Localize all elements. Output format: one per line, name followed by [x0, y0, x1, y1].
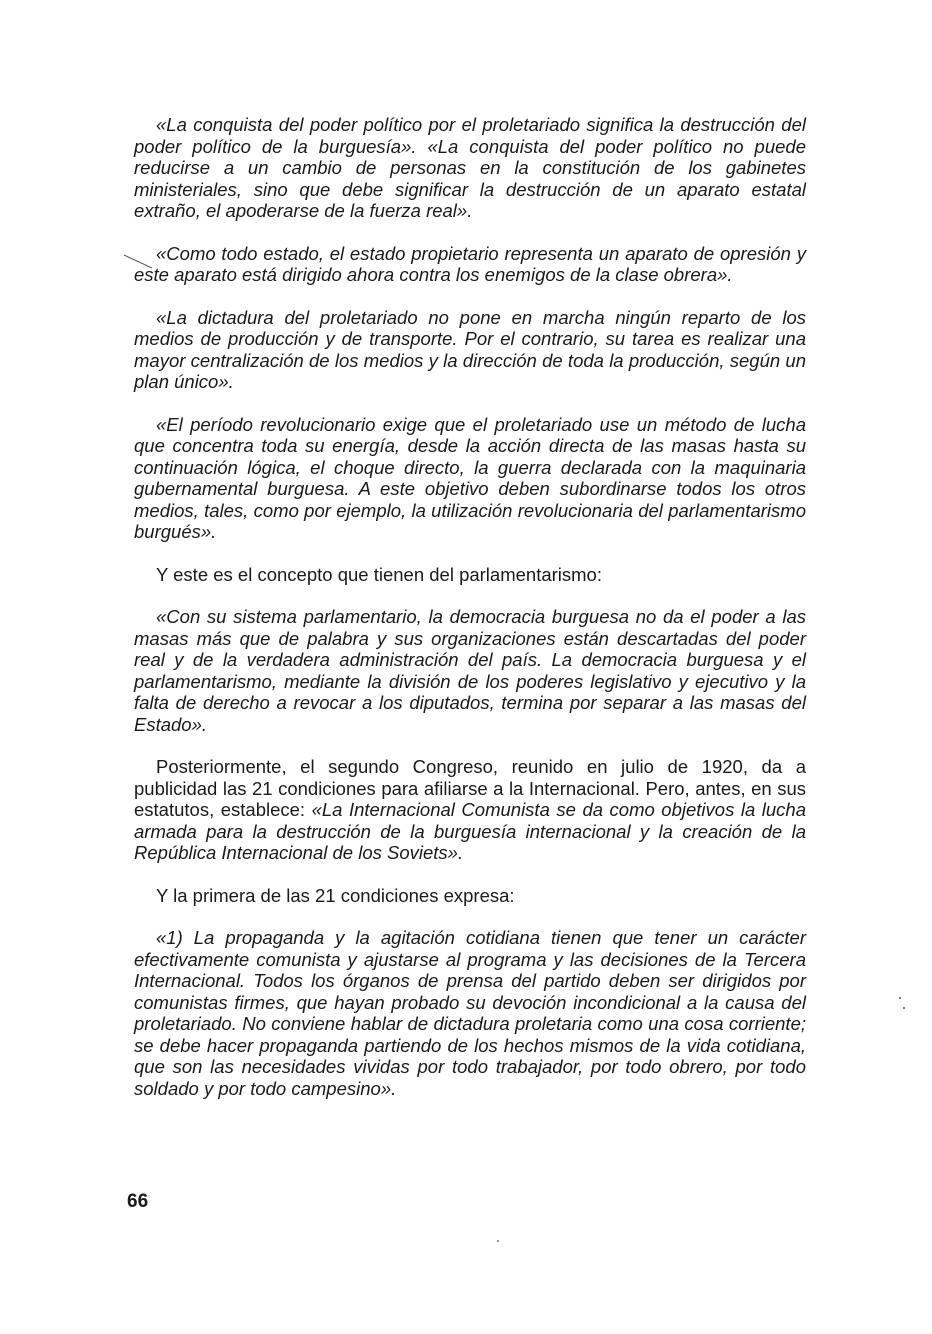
page-body — [134, 114, 806, 1099]
paragraph-4: «El período revolucionario exige que el proletariado use un método de lucha que concentra toda su energía, desde la acción directa de las masas hasta su continuación lógica, el choque directo, la guerra declarada con la maquinaria gubernamental burguesa. A este objetivo deben subordinarse todos los otros medios, tales, como por ejemplo, la utilización revolucionaria del parlamentarismo burgués». — [134, 413, 806, 542]
scan-mark-dash — [122, 252, 156, 272]
paragraph-9: «1) La propaganda y la agitación cotidiana tienen que tener un carácter efectivamente comunista y ajustarse al programa y las decisiones de la Tercera Internacional. Todos los órganos de prensa del partido deben ser dirigidos por comunistas firmes, que hayan probado su devoción incondicional a la causa del proletariado. No conviene hablar de dictadura proletaria como una cosa corriente; se debe hacer propaganda partiendo de los hechos mismos de la vida cotidiana, que son las necesidades vividas por todo trabajador, por todo obrero, por todo soldado y por todo campesino». — [134, 927, 806, 1099]
scan-mark-dot-bottom — [495, 1238, 501, 1244]
page-number: 66 — [127, 1191, 149, 1212]
paragraph-7-quote: «La Internacional Comunista se da como objetivos la lucha armada para la destrucción de la burguesía internacional y la creación de la República Internacional de los Soviets». — [134, 799, 806, 863]
paragraph-7-roman: Posteriormente, el segundo Congreso, reunido en julio de 1920, da a publicidad las 21 condiciones para afiliarse a la Internacional. Pero, antes, en sus estatutos, establece: — [134, 756, 806, 820]
paragraph-1: «La conquista del poder político por el proletariado significa la destrucción del poder político de la burguesía». «La conquista del poder político no puede reducirse a un cambio de personas en la constitución de los gabinetes ministeriales, sino que debe significar la destrucción de un aparato estatal extraño, el apoderarse de la fuerza real». — [134, 114, 806, 221]
scan-mark-dots-right — [890, 990, 914, 1020]
paragraph-5: Y este es el concepto que tienen del parlamentarismo: — [156, 563, 602, 585]
paragraph-3: «La dictadura del proletariado no pone en marcha ningún reparto de los medios de producción y de transporte. Por el contrario, su tarea es realizar una mayor centralización de los medios y la dirección de toda la producción, según un plan único». — [134, 306, 806, 392]
paragraph-7 — [134, 756, 806, 864]
paragraph-8: Y la primera de las 21 condiciones expresa: — [156, 884, 515, 906]
paragraph-2: «Como todo estado, el estado propietario representa un aparato de opresión y este aparato está dirigido ahora contra los enemigos de la clase obrera». — [134, 242, 806, 285]
paragraph-6: «Con su sistema parlamentario, la democracia burguesa no da el poder a las masas más que de palabra y sus organizaciones están descartadas del poder real y de la verdadera administración del país. La democracia burguesa y el parlamentarismo, mediante la división de los poderes legislativo y ejecutivo y la falta de derecho a revocar a los diputados, termina por separar a las masas del Estado». — [134, 606, 806, 735]
